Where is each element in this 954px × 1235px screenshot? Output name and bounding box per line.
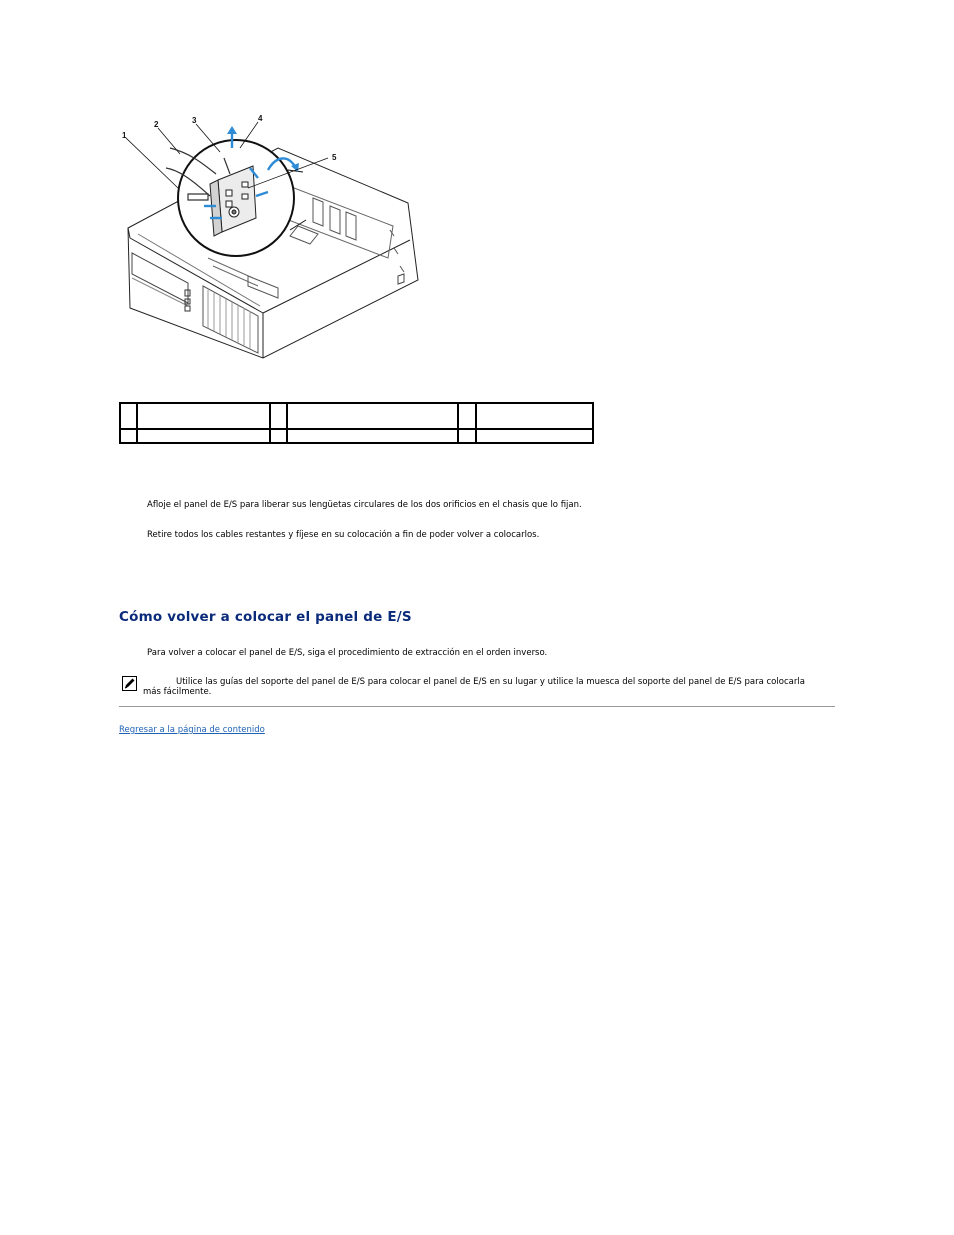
step-remove-cables: Retire todos los cables restantes y fíjese en su colocación a fin de poder volver a colocarlos. xyxy=(147,530,540,540)
note-pencil-icon xyxy=(122,676,137,691)
table-cell xyxy=(270,403,287,429)
callout-5: 5 xyxy=(332,153,337,162)
table-row xyxy=(120,429,593,443)
callout-1: 1 xyxy=(122,131,127,140)
table-cell xyxy=(137,429,270,443)
back-to-contents-link[interactable]: Regresar a la página de contenido xyxy=(119,725,265,735)
table-cell xyxy=(287,429,457,443)
step-loosen-io-panel: Afloje el panel de E/S para liberar sus lengüetas circulares de los dos orificios en el chasis que lo fijan. xyxy=(147,500,582,510)
computer-chassis-illustration xyxy=(118,108,428,370)
callout-3: 3 xyxy=(192,116,197,125)
table-cell xyxy=(458,403,477,429)
callout-2: 2 xyxy=(154,120,159,129)
divider xyxy=(119,706,835,707)
table-row xyxy=(120,403,593,429)
table-cell xyxy=(458,429,477,443)
callout-4: 4 xyxy=(258,114,263,123)
table-cell xyxy=(476,429,593,443)
table-cell xyxy=(120,429,137,443)
callout-legend-table xyxy=(119,402,594,444)
table-cell xyxy=(270,429,287,443)
table-cell xyxy=(137,403,270,429)
section-heading: Cómo volver a colocar el panel de E/S xyxy=(119,609,412,625)
replace-instruction: Para volver a colocar el panel de E/S, siga el procedimiento de extracción en el orden inverso. xyxy=(147,648,548,658)
table-cell xyxy=(120,403,137,429)
io-panel-removal-figure xyxy=(118,108,428,370)
note-text: Utilice las guías del soporte del panel de E/S para colocar el panel de E/S en su lugar y utilice la muesca del soporte del panel de E/S para colocarla más fácilmente. xyxy=(143,677,805,697)
table-cell xyxy=(287,403,457,429)
table-cell xyxy=(476,403,593,429)
